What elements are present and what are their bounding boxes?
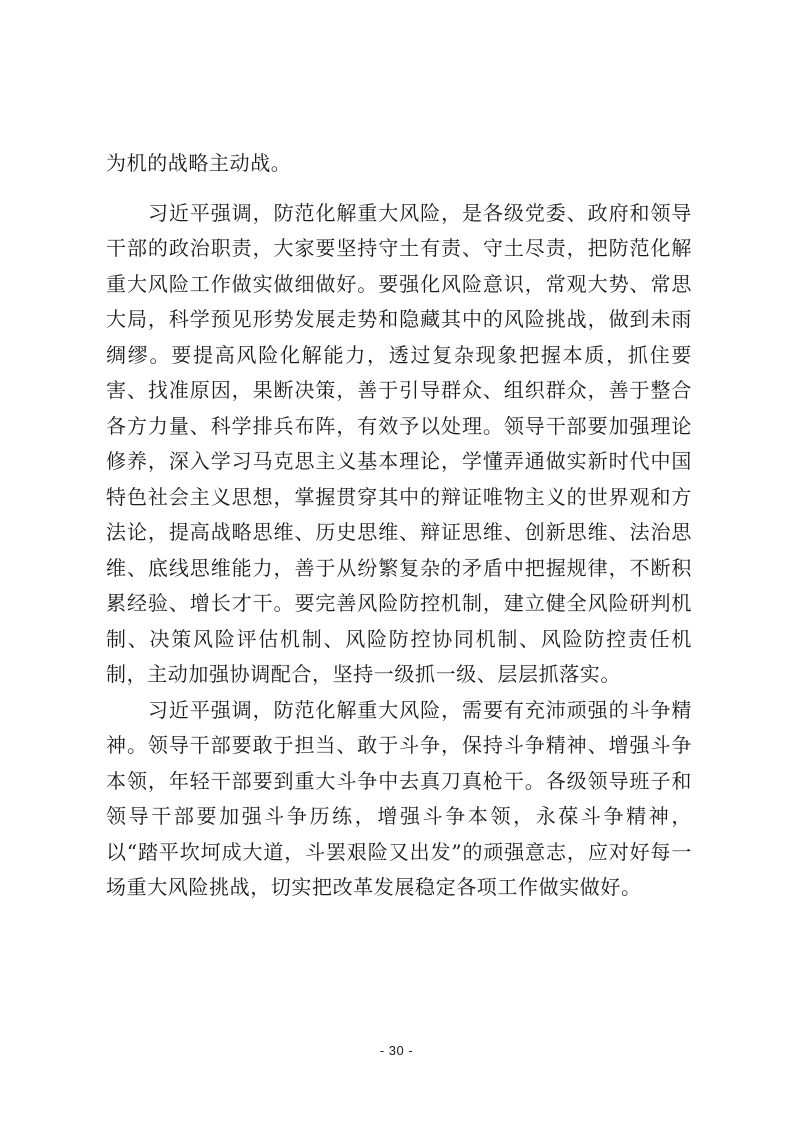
document-body (106, 146, 692, 906)
paragraph-continuation: 为机的战略主动战。 (106, 151, 292, 175)
page-number: - 30 - (379, 1043, 414, 1058)
paragraph-risk-prevention: 习近平强调，防范化解重大风险，是各级党委、政府和领导干部的政治职责，大家要坚持守土有责、守土尽责，把防范化解重大风险工作做实做细做好。要强化风险意识，常观大势、常思大局，科学预见形势发展走势和隐藏其中的风险挑战，做到未雨绸缪。要提高风险化解能力，透过复杂现象把握本质，抓住要害、找准原因，果断决策，善于引导群众、组织群众，善于整合各方力量、科学排兵布阵，有效予以处理。领导干部要加强理论修养，深入学习马克思主义基本理论，学懂弄通做实新时代中国特色社会主义思想，掌握贯穿其中的辩证唯物主义的世界观和方法论，提高战略思维、历史思维、辩证思维、创新思维、法治思维、底线思维能力，善于从纷繁复杂的矛盾中把握规律，不断积累经验、增长才干。要完善风险防控机制，建立健全风险研判机制、决策风险评估机制、风险防控协同机制、风险防控责任机制，主动加强协调配合，坚持一级抓一级、层层抓落实。 (106, 200, 692, 686)
paragraph-fighting-spirit: 习近平强调，防范化解重大风险，需要有充沛顽强的斗争精神。领导干部要敢于担当、敢于斗争，保持斗争精神、增强斗争本领，年轻干部要到重大斗争中去真刀真枪干。各级领导班子和领导干部要加强斗争历练，增强斗争本领，永葆斗争精神，以“踏平坎坷成大道，斗罢艰险又出发”的顽强意志，应对好每一场重大风险挑战，切实把改革发展稳定各项工作做实做好。 (106, 697, 692, 899)
